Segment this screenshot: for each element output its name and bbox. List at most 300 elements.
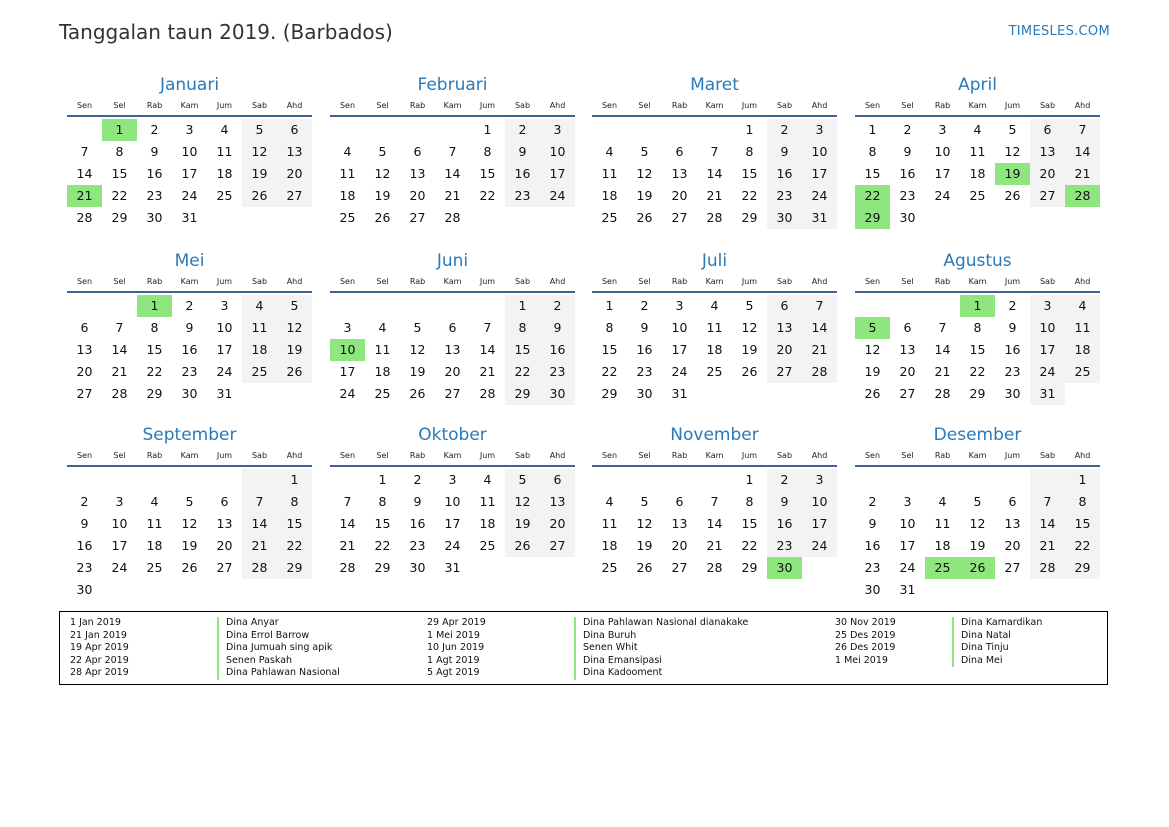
day-cell: 7	[938, 320, 947, 335]
day-cell: 15	[111, 166, 128, 181]
day-cell: 13	[1030, 141, 1065, 163]
day-cell: 6	[1030, 119, 1065, 141]
weekday-label: Jum	[741, 277, 758, 286]
day-cell: 25	[969, 188, 986, 203]
day-cell: 18	[479, 516, 496, 531]
day-cell: 20	[767, 339, 802, 361]
day-cell: 6	[675, 144, 684, 159]
holiday-date: 10 Jun 2019	[427, 642, 485, 653]
day-empty	[365, 295, 400, 317]
day-cell: 24	[540, 185, 575, 207]
holiday-name: Dina Pahlawan Nasional	[217, 667, 340, 680]
day-empty	[172, 469, 207, 491]
day-cell: 17	[111, 538, 128, 553]
month-name: April	[958, 75, 997, 95]
day-cell: 14	[706, 166, 723, 181]
month-name: Agustus	[943, 251, 1012, 271]
holiday-name: Dina Jumuah sing apik	[217, 642, 340, 655]
day-cell-holiday: 5	[855, 317, 890, 339]
day-cell: 3	[802, 119, 837, 141]
day-cell: 30	[146, 210, 163, 225]
day-cell: 12	[242, 141, 277, 163]
weekday-label: Sel	[638, 277, 651, 286]
day-cell: 30	[767, 207, 802, 229]
page-title: Tanggalan taun 2019. (Barbados)	[59, 20, 393, 44]
day-cell-holiday: 19	[995, 163, 1030, 185]
weekday-label: Sen	[864, 101, 881, 110]
day-cell: 20	[899, 364, 916, 379]
day-cell: 27	[1030, 185, 1065, 207]
day-cell-holiday: 29	[855, 207, 890, 229]
day-cell-holiday: 1	[137, 295, 172, 317]
weekday-label: Sab	[514, 451, 531, 460]
day-cell: 7	[483, 320, 492, 335]
day-cell: 7	[1030, 491, 1065, 513]
day-cell: 26	[277, 361, 312, 383]
weekday-header	[855, 447, 1100, 467]
day-cell: 14	[479, 342, 496, 357]
day-cell: 17	[671, 342, 688, 357]
day-cell: 1	[277, 469, 312, 491]
day-cell: 10	[934, 144, 951, 159]
day-cell: 31	[802, 207, 837, 229]
weekday-header	[330, 447, 575, 467]
day-cell: 6	[675, 494, 684, 509]
day-cell: 9	[868, 516, 877, 531]
day-cell: 19	[374, 188, 391, 203]
day-cell: 24	[671, 364, 688, 379]
weekday-label: Ahd	[1074, 451, 1091, 460]
holiday-date: 21 Jan 2019	[70, 629, 127, 641]
day-cell: 11	[216, 144, 233, 159]
day-cell: 23	[767, 535, 802, 557]
day-cell: 1	[1065, 469, 1100, 491]
day-cell: 26	[636, 560, 653, 575]
month-name: September	[142, 425, 237, 445]
day-cell: 27	[671, 560, 688, 575]
day-cell: 18	[934, 538, 951, 553]
day-cell: 16	[146, 166, 163, 181]
day-cell: 18	[1065, 339, 1100, 361]
weekday-label: Sab	[1039, 451, 1056, 460]
day-cell: 12	[636, 166, 653, 181]
day-empty	[400, 295, 435, 317]
month-mei	[67, 250, 312, 405]
day-cell: 14	[802, 317, 837, 339]
weekday-label: Ahd	[286, 451, 303, 460]
day-cell: 12	[969, 516, 986, 531]
day-cell: 18	[601, 538, 618, 553]
weekday-label: Ahd	[549, 101, 566, 110]
day-cell: 3	[1030, 295, 1065, 317]
day-cell: 17	[444, 516, 461, 531]
weekday-label: Sen	[76, 101, 93, 110]
day-cell: 16	[505, 163, 540, 185]
holiday-date: 29 Apr 2019	[427, 617, 486, 628]
day-empty	[697, 119, 732, 141]
day-cell: 5	[640, 144, 649, 159]
weekday-label: Sen	[339, 101, 356, 110]
day-cell: 8	[115, 144, 124, 159]
day-cell: 5	[378, 144, 387, 159]
day-cell: 23	[505, 185, 540, 207]
day-cell: 2	[185, 298, 194, 313]
weekday-label: Kam	[180, 101, 199, 110]
day-cell: 17	[540, 163, 575, 185]
day-cell-holiday: 30	[767, 557, 802, 579]
weekday-label: Kam	[968, 277, 987, 286]
month-agustus	[855, 250, 1100, 405]
weekday-label: Ahd	[1074, 101, 1091, 110]
weekday-label: Rab	[671, 277, 688, 286]
day-cell: 3	[343, 320, 352, 335]
day-cell: 18	[601, 188, 618, 203]
day-cell: 22	[1065, 535, 1100, 557]
day-grid	[330, 293, 575, 405]
month-name: Maret	[690, 75, 739, 95]
day-grid	[855, 117, 1100, 229]
weekday-label: Sel	[638, 101, 651, 110]
day-cell: 6	[767, 295, 802, 317]
weekday-label: Ahd	[549, 451, 566, 460]
day-cell: 4	[220, 122, 229, 137]
day-cell: 26	[409, 386, 426, 401]
day-cell: 29	[146, 386, 163, 401]
day-cell: 4	[483, 472, 492, 487]
holiday-name: Dina Mei	[952, 655, 1042, 668]
holiday-date: 25 Des 2019	[835, 629, 896, 641]
day-cell: 24	[216, 364, 233, 379]
holiday-dates-col-2	[427, 617, 486, 680]
holiday-date: 1 Jan 2019	[70, 617, 121, 628]
weekday-label: Rab	[934, 277, 951, 286]
day-cell: 28	[76, 210, 93, 225]
day-cell: 19	[277, 339, 312, 361]
month-juli	[592, 250, 837, 405]
day-cell: 8	[483, 144, 492, 159]
day-cell: 17	[339, 364, 356, 379]
day-cell: 1	[505, 295, 540, 317]
day-cell: 27	[540, 535, 575, 557]
day-cell: 11	[374, 342, 391, 357]
day-empty	[662, 469, 697, 491]
day-cell: 19	[636, 538, 653, 553]
weekday-label: Sel	[901, 101, 914, 110]
weekday-label: Sen	[864, 277, 881, 286]
day-cell: 4	[973, 122, 982, 137]
day-empty	[330, 119, 365, 141]
holiday-list	[59, 611, 1108, 685]
day-cell: 6	[80, 320, 89, 335]
day-cell: 21	[1030, 535, 1065, 557]
day-cell: 17	[1030, 339, 1065, 361]
day-cell: 31	[1030, 383, 1065, 405]
weekday-label: Sab	[514, 101, 531, 110]
day-cell-holiday: 1	[102, 119, 137, 141]
day-empty	[242, 469, 277, 491]
day-cell: 21	[706, 188, 723, 203]
weekday-header	[67, 273, 312, 293]
weekday-header	[330, 97, 575, 117]
day-cell: 7	[710, 144, 719, 159]
day-cell: 29	[741, 210, 758, 225]
day-cell: 14	[111, 342, 128, 357]
day-cell: 22	[741, 538, 758, 553]
day-cell: 5	[413, 320, 422, 335]
weekday-label: Rab	[934, 451, 951, 460]
day-cell: 2	[903, 122, 912, 137]
day-empty	[102, 295, 137, 317]
holiday-name: Dina Tinju	[952, 642, 1042, 655]
day-cell: 14	[706, 516, 723, 531]
weekday-label: Ahd	[811, 277, 828, 286]
day-cell: 23	[409, 538, 426, 553]
day-cell: 27	[76, 386, 93, 401]
day-cell: 24	[1030, 361, 1065, 383]
day-cell: 17	[802, 513, 837, 535]
holiday-name: Dina Natal	[952, 630, 1042, 643]
day-cell: 3	[675, 298, 684, 313]
day-cell: 7	[343, 494, 352, 509]
day-cell: 15	[277, 513, 312, 535]
day-cell: 4	[378, 320, 387, 335]
day-cell: 10	[802, 141, 837, 163]
holiday-names-col-3	[952, 617, 1042, 667]
day-empty	[435, 295, 470, 317]
day-cell: 24	[802, 535, 837, 557]
day-cell: 20	[671, 538, 688, 553]
weekday-label: Jum	[741, 451, 758, 460]
day-cell: 20	[409, 188, 426, 203]
month-desember	[855, 424, 1100, 601]
weekday-label: Sen	[339, 451, 356, 460]
weekday-label: Jum	[216, 277, 233, 286]
day-cell: 2	[150, 122, 159, 137]
weekday-label: Sen	[76, 277, 93, 286]
day-cell: 5	[505, 469, 540, 491]
weekday-label: Sab	[776, 277, 793, 286]
day-cell: 11	[969, 144, 986, 159]
holiday-date: 1 Agt 2019	[427, 654, 480, 666]
weekday-label: Kam	[180, 451, 199, 460]
day-cell: 28	[444, 210, 461, 225]
day-cell: 25	[601, 210, 618, 225]
day-empty	[207, 469, 242, 491]
day-cell: 17	[899, 538, 916, 553]
day-cell: 29	[1065, 557, 1100, 579]
day-cell: 9	[413, 494, 422, 509]
day-cell: 15	[601, 342, 618, 357]
day-cell: 27	[444, 386, 461, 401]
weekday-label: Sab	[776, 101, 793, 110]
holiday-date: 5 Agt 2019	[427, 667, 480, 678]
holiday-name: Dina Emansipasi	[574, 655, 748, 668]
day-cell: 9	[767, 141, 802, 163]
day-cell: 10	[899, 516, 916, 531]
day-empty	[890, 469, 925, 491]
day-empty	[662, 119, 697, 141]
day-cell: 12	[374, 166, 391, 181]
day-grid	[592, 293, 837, 405]
day-cell: 21	[706, 538, 723, 553]
day-cell: 18	[216, 166, 233, 181]
day-cell: 9	[185, 320, 194, 335]
day-cell: 30	[899, 210, 916, 225]
day-cell: 10	[216, 320, 233, 335]
day-cell-holiday: 22	[855, 185, 890, 207]
day-cell: 16	[767, 163, 802, 185]
weekday-label: Jum	[479, 277, 496, 286]
day-cell: 10	[540, 141, 575, 163]
day-cell: 8	[505, 317, 540, 339]
day-cell: 22	[601, 364, 618, 379]
day-cell: 10	[111, 516, 128, 531]
month-name: Januari	[159, 75, 220, 95]
day-cell: 25	[601, 560, 618, 575]
day-cell: 23	[864, 560, 881, 575]
day-cell: 16	[409, 516, 426, 531]
day-empty	[67, 119, 102, 141]
day-cell: 2	[767, 119, 802, 141]
weekday-label: Kam	[705, 451, 724, 460]
day-cell: 16	[540, 339, 575, 361]
day-cell: 10	[802, 491, 837, 513]
day-cell: 18	[374, 364, 391, 379]
day-cell: 2	[767, 469, 802, 491]
day-cell: 22	[111, 188, 128, 203]
day-empty	[470, 295, 505, 317]
day-cell: 15	[1065, 513, 1100, 535]
weekday-label: Ahd	[286, 277, 303, 286]
day-cell: 20	[444, 364, 461, 379]
day-cell: 11	[479, 494, 496, 509]
day-cell: 5	[640, 494, 649, 509]
day-cell: 4	[605, 144, 614, 159]
day-cell: 3	[115, 494, 124, 509]
day-cell: 29	[969, 386, 986, 401]
holiday-date: 1 Mei 2019	[835, 654, 888, 666]
weekday-label: Kam	[443, 451, 462, 460]
day-cell: 27	[277, 185, 312, 207]
day-cell: 7	[115, 320, 124, 335]
day-cell: 13	[540, 491, 575, 513]
weekday-label: Jum	[216, 451, 233, 460]
day-cell: 6	[540, 469, 575, 491]
weekday-header	[592, 273, 837, 293]
day-cell: 26	[242, 185, 277, 207]
day-cell: 31	[216, 386, 233, 401]
day-cell: 12	[864, 342, 881, 357]
day-cell: 18	[706, 342, 723, 357]
day-cell: 4	[938, 494, 947, 509]
day-cell: 25	[339, 210, 356, 225]
day-cell: 28	[111, 386, 128, 401]
month-juni	[330, 250, 575, 405]
day-cell: 5	[973, 494, 982, 509]
day-cell: 28	[706, 210, 723, 225]
weekday-label: Kam	[705, 101, 724, 110]
day-cell: 16	[181, 342, 198, 357]
day-cell: 2	[868, 494, 877, 509]
day-cell: 20	[1004, 538, 1021, 553]
day-cell: 16	[76, 538, 93, 553]
weekday-label: Sen	[864, 451, 881, 460]
day-cell: 21	[111, 364, 128, 379]
day-cell: 11	[706, 320, 723, 335]
holiday-date: 22 Apr 2019	[70, 654, 129, 666]
day-cell: 15	[969, 342, 986, 357]
day-cell: 3	[220, 298, 229, 313]
day-grid	[592, 467, 837, 579]
day-cell: 18	[969, 166, 986, 181]
day-cell: 14	[934, 342, 951, 357]
site-link[interactable]: TIMESLES.COM	[1008, 24, 1110, 39]
day-cell: 23	[1004, 364, 1021, 379]
day-cell: 6	[220, 494, 229, 509]
weekday-label: Rab	[409, 101, 426, 110]
day-grid	[67, 467, 312, 601]
day-cell: 14	[242, 513, 277, 535]
day-cell: 9	[1008, 320, 1017, 335]
day-cell: 27	[767, 361, 802, 383]
day-cell: 1	[868, 122, 877, 137]
day-cell: 23	[540, 361, 575, 383]
day-cell: 29	[505, 383, 540, 405]
day-cell: 10	[444, 494, 461, 509]
day-cell: 13	[216, 516, 233, 531]
weekday-header	[592, 97, 837, 117]
day-cell: 12	[277, 317, 312, 339]
day-cell: 25	[216, 188, 233, 203]
day-cell: 3	[448, 472, 457, 487]
day-cell: 8	[277, 491, 312, 513]
day-cell: 15	[505, 339, 540, 361]
weekday-label: Sab	[251, 277, 268, 286]
weekday-header	[592, 447, 837, 467]
day-cell: 24	[899, 560, 916, 575]
weekday-label: Sen	[76, 451, 93, 460]
day-cell-holiday: 21	[67, 185, 102, 207]
day-cell: 6	[413, 144, 422, 159]
month-name: Desember	[933, 425, 1022, 445]
day-cell: 17	[802, 163, 837, 185]
day-cell: 26	[864, 386, 881, 401]
day-empty	[137, 469, 172, 491]
day-empty	[925, 295, 960, 317]
day-cell: 30	[864, 582, 881, 597]
day-cell: 27	[216, 560, 233, 575]
weekday-label: Rab	[671, 101, 688, 110]
day-cell: 9	[767, 491, 802, 513]
day-cell: 13	[409, 166, 426, 181]
day-cell: 26	[1004, 188, 1021, 203]
day-cell: 26	[741, 364, 758, 379]
day-empty	[627, 119, 662, 141]
day-cell: 8	[868, 144, 877, 159]
day-cell: 22	[505, 361, 540, 383]
weekday-label: Sel	[113, 277, 126, 286]
holiday-name: Dina Pahlawan Nasional dianakake	[574, 617, 748, 630]
day-cell: 27	[409, 210, 426, 225]
day-empty	[995, 469, 1030, 491]
day-cell: 23	[899, 188, 916, 203]
day-cell: 11	[934, 516, 951, 531]
day-cell: 30	[181, 386, 198, 401]
month-name: Juni	[436, 251, 469, 271]
day-grid	[67, 117, 312, 229]
day-cell: 17	[181, 166, 198, 181]
day-cell: 15	[741, 516, 758, 531]
